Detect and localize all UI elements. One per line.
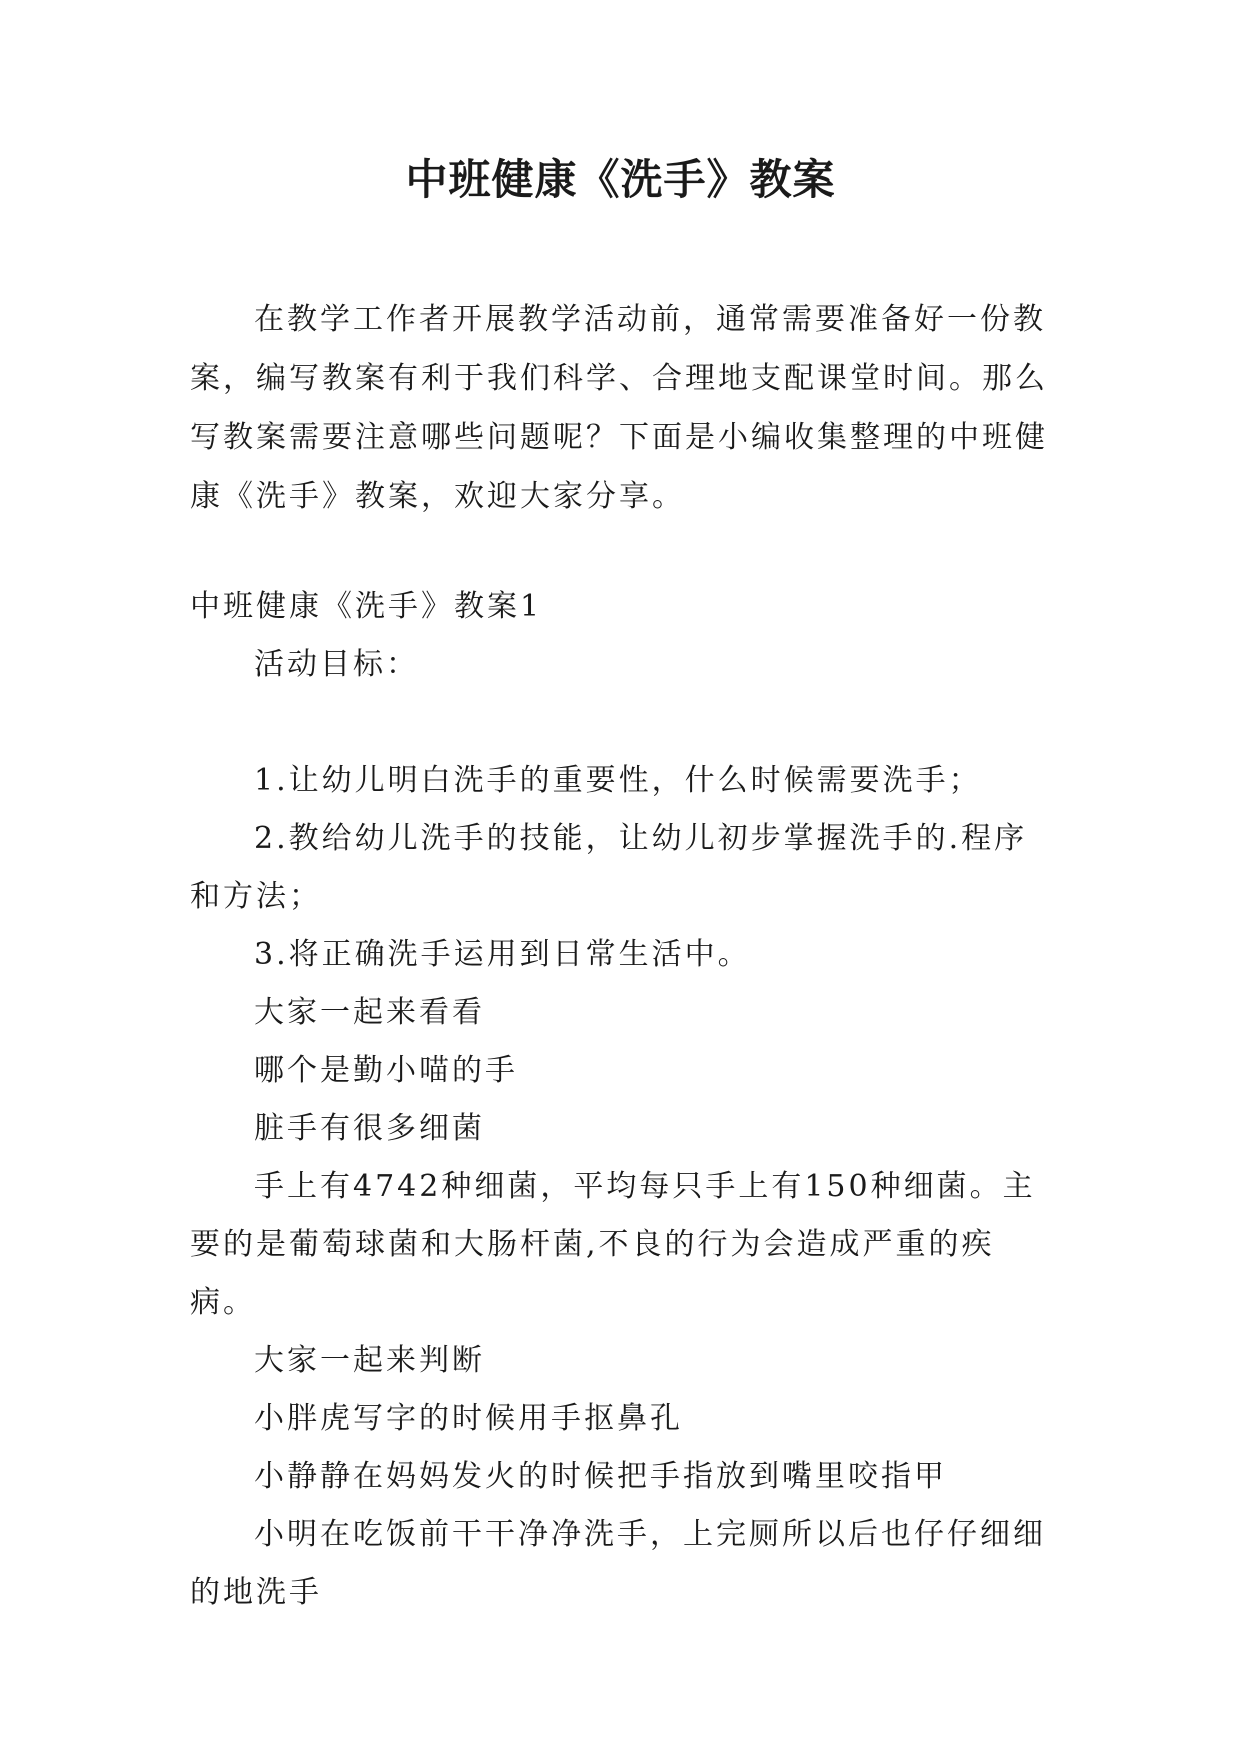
goals-label: 活动目标：	[254, 647, 419, 682]
spacer	[190, 694, 1050, 752]
content-line: 手上有4742种细菌，平均每只手上有150种细菌。主要的是葡萄球菌和大肠杆菌,不良的行为会造成严重的疾病。	[190, 1169, 1036, 1320]
content-line: 脏手有很多细菌	[254, 1111, 485, 1146]
content-line: 小明在吃饭前干干净净洗手，上完厕所以后也仔仔细细的地洗手	[190, 1517, 1046, 1610]
lesson-section	[190, 578, 1050, 1622]
content-line: 大家一起来看看	[254, 995, 485, 1030]
goal-item: 2.教给幼儿洗手的技能，让幼儿初步掌握洗手的.程序和方法；	[190, 821, 1028, 914]
goal-item: 3.将正确洗手运用到日常生活中。	[254, 937, 751, 972]
content-line: 哪个是勤小喵的手	[254, 1053, 518, 1088]
intro-paragraph: 在教学工作者开展教学活动前，通常需要准备好一份教案，编写教案有利于我们科学、合理地支配课堂时间。那么写教案需要注意哪些问题呢？下面是小编收集整理的中班健康《洗手》教案，欢迎大家分享。	[190, 302, 1048, 514]
goal-item: 1.让幼儿明白洗手的重要性，什么时候需要洗手；	[254, 763, 982, 798]
document-title: 中班健康《洗手》教案	[405, 155, 836, 204]
content-line: 小静静在妈妈发火的时候把手指放到嘴里咬指甲	[254, 1459, 947, 1494]
intro-block	[190, 290, 1050, 526]
content-line: 大家一起来判断	[254, 1343, 485, 1378]
content-line: 小胖虎写字的时候用手抠鼻孔	[254, 1401, 683, 1436]
section-heading: 中班健康《洗手》教案1	[190, 589, 543, 624]
